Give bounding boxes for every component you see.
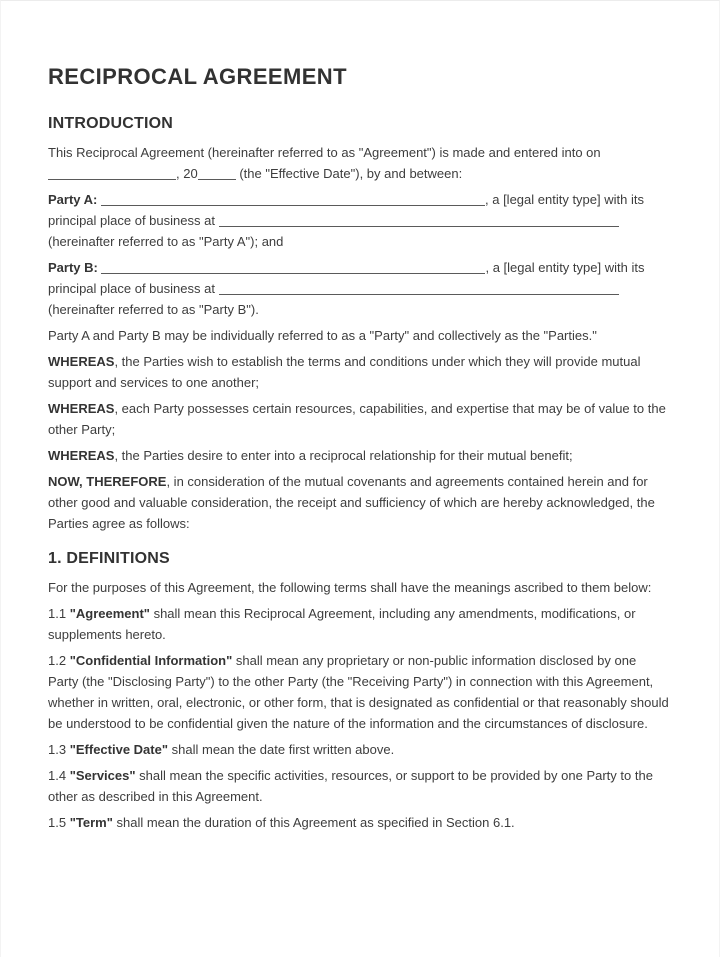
- definition-1-4-text: shall mean the specific activities, resources, or support to be provided by one Party to the other as described in this Agreement.: [48, 768, 653, 804]
- recital-whereas-2-text: , each Party possesses certain resources, capabilities, and expertise that may be of value to the other Party;: [48, 401, 666, 437]
- definitions-heading: 1. DEFINITIONS: [48, 550, 170, 567]
- definition-1-1-text: shall mean this Reciprocal Agreement, including any amendments, modifications, or supplements hereto.: [48, 606, 636, 642]
- party-b-entity-text: , a [legal entity type] with its principal place of business at: [48, 260, 645, 296]
- definition-1-2-number: 1.2: [48, 653, 67, 668]
- definition-1-4-number: 1.4: [48, 768, 67, 783]
- year-blank-line: [198, 179, 236, 180]
- recital-whereas-3-text: , the Parties desire to enter into a reciprocal relationship for their mutual benefit;: [114, 448, 573, 463]
- recital-whereas-2-lead: WHEREAS: [48, 401, 115, 416]
- definition-1-4-term: "Services": [69, 768, 136, 783]
- party-b-hereinafter-text: (hereinafter referred to as "Party B").: [48, 302, 259, 317]
- parties-reference-sentence: Party A and Party B may be individually referred to as a "Party" and collectively as the "Parties.": [48, 328, 597, 343]
- recital-whereas-1-text: , the Parties wish to establish the terms and conditions under which they will provide mutual support and services to one another;: [48, 354, 641, 390]
- party-a-name-blank-line: [101, 205, 485, 206]
- recital-whereas-3-lead: WHEREAS: [48, 448, 115, 463]
- definition-1-5-number: 1.5: [48, 815, 67, 830]
- party-a-entity-text: , a [legal entity type] with its principal place of business at: [48, 192, 644, 228]
- definition-item-1-3: [48, 739, 669, 760]
- opening-text: This Reciprocal Agreement (hereinafter referred to as "Agreement") is made and entered into on: [48, 145, 601, 160]
- party-a-address-blank-line: [219, 226, 619, 227]
- party-b-address-blank-line: [219, 294, 619, 295]
- party-b-label: Party B:: [48, 260, 98, 275]
- definition-item-1-2: [48, 650, 669, 734]
- recital-whereas-3: [48, 445, 669, 466]
- recital-whereas-1-lead: WHEREAS: [48, 354, 115, 369]
- definition-1-3-term: "Effective Date": [69, 742, 169, 757]
- now-therefore-lead: NOW, THEREFORE: [48, 474, 167, 489]
- recital-whereas-2: [48, 398, 669, 440]
- definition-1-1-number: 1.1: [48, 606, 67, 621]
- party-a-hereinafter-text: (hereinafter referred to as "Party A"); and: [48, 234, 284, 249]
- party-a-label: Party A:: [48, 192, 98, 207]
- definition-1-2-text: shall mean any proprietary or non-public information disclosed by one Party (the "Disclosing Party") to the other Party (the "Receiving Party") in connection with this Agreement, whether in written, oral, electronic, or other form, that is designated as confidential or that reasonably should be understood to be confidential given the nature of the information and the circumstances of disclosure.: [48, 653, 669, 731]
- definition-item-1-4: [48, 765, 669, 807]
- opening-tail-text: (the "Effective Date"), by and between:: [239, 166, 463, 181]
- opening-paragraph: [48, 142, 669, 184]
- party-a-clause: [48, 189, 669, 252]
- recital-whereas-1: [48, 351, 669, 393]
- definition-1-5-term: "Term": [69, 815, 113, 830]
- date-blank-line: [48, 179, 176, 180]
- definition-1-3-text: shall mean the date first written above.: [171, 742, 395, 757]
- now-therefore-clause: [48, 471, 669, 534]
- definition-item-1-5: [48, 812, 669, 833]
- party-b-clause: [48, 257, 669, 320]
- opening-year-prefix: , 20: [176, 166, 198, 181]
- definition-item-1-1: [48, 603, 669, 645]
- party-b-name-blank-line: [101, 273, 485, 274]
- document-title: RECIPROCAL AGREEMENT: [48, 64, 347, 89]
- definitions-intro: For the purposes of this Agreement, the following terms shall have the meanings ascribed to them below:: [48, 580, 652, 595]
- definition-1-5-text: shall mean the duration of this Agreement as specified in Section 6.1.: [116, 815, 515, 830]
- now-therefore-text: , in consideration of the mutual covenants and agreements contained herein and for other good and valuable consideration, the receipt and sufficiency of which are hereby acknowledged, the Parties agree as follows:: [48, 474, 655, 531]
- introduction-heading: INTRODUCTION: [48, 115, 174, 132]
- definition-1-2-term: "Confidential Information": [69, 653, 233, 668]
- definition-1-1-term: "Agreement": [69, 606, 150, 621]
- definition-1-3-number: 1.3: [48, 742, 67, 757]
